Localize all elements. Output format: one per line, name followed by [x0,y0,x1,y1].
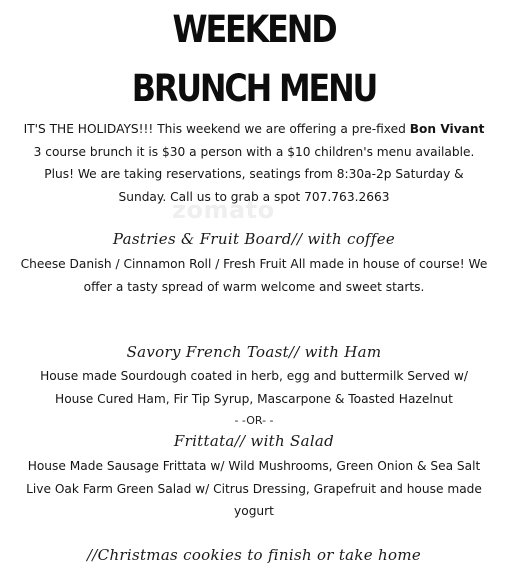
intro-text-start: IT'S THE HOLIDAYS!!! This weekend we are offering a pre-fixed [23,122,410,136]
intro-paragraph [20,118,488,208]
section-heading-pastries: Pastries & Fruit Board// with coffee [112,230,396,248]
section-body-french-toast: House made Sourdough coated in herb, egg and buttermilk Served w/ House Cured Ham, Fir Tip Syrup, Mascarpone & Toasted Hazelnut [40,369,468,406]
intro-text-end: 3 course brunch it is $30 a person with a $10 children's menu available. Plus! We are taking reservations, seatings from 8:30a-2p Saturday & Sunday. Call us to grab a spot 707.763.2663 [33,144,475,204]
menu-title-line-1: WEEKEND [172,8,336,51]
watermark-logo: zomato [172,196,275,224]
intro-restaurant-name: Bon Vivant [409,122,485,136]
menu-title-line-2: BRUNCH MENU [131,67,377,110]
or-separator: - -OR- - [234,414,274,427]
section-body-pastries: Cheese Danish / Cinnamon Roll / Fresh Fruit All made in house of course! We offer a tasty spread of warm welcome and sweet starts. [20,257,488,294]
closing-note: //Christmas cookies to finish or take home [86,546,422,564]
section-heading-french-toast: Savory French Toast// with Ham [126,343,382,361]
section-heading-frittata: Frittata// with Salad [173,432,335,450]
section-body-frittata: House Made Sausage Frittata w/ Wild Mushrooms, Green Onion & Sea Salt Live Oak Farm Green Salad w/ Citrus Dressing, Grapefruit and house made yogurt [26,459,482,518]
